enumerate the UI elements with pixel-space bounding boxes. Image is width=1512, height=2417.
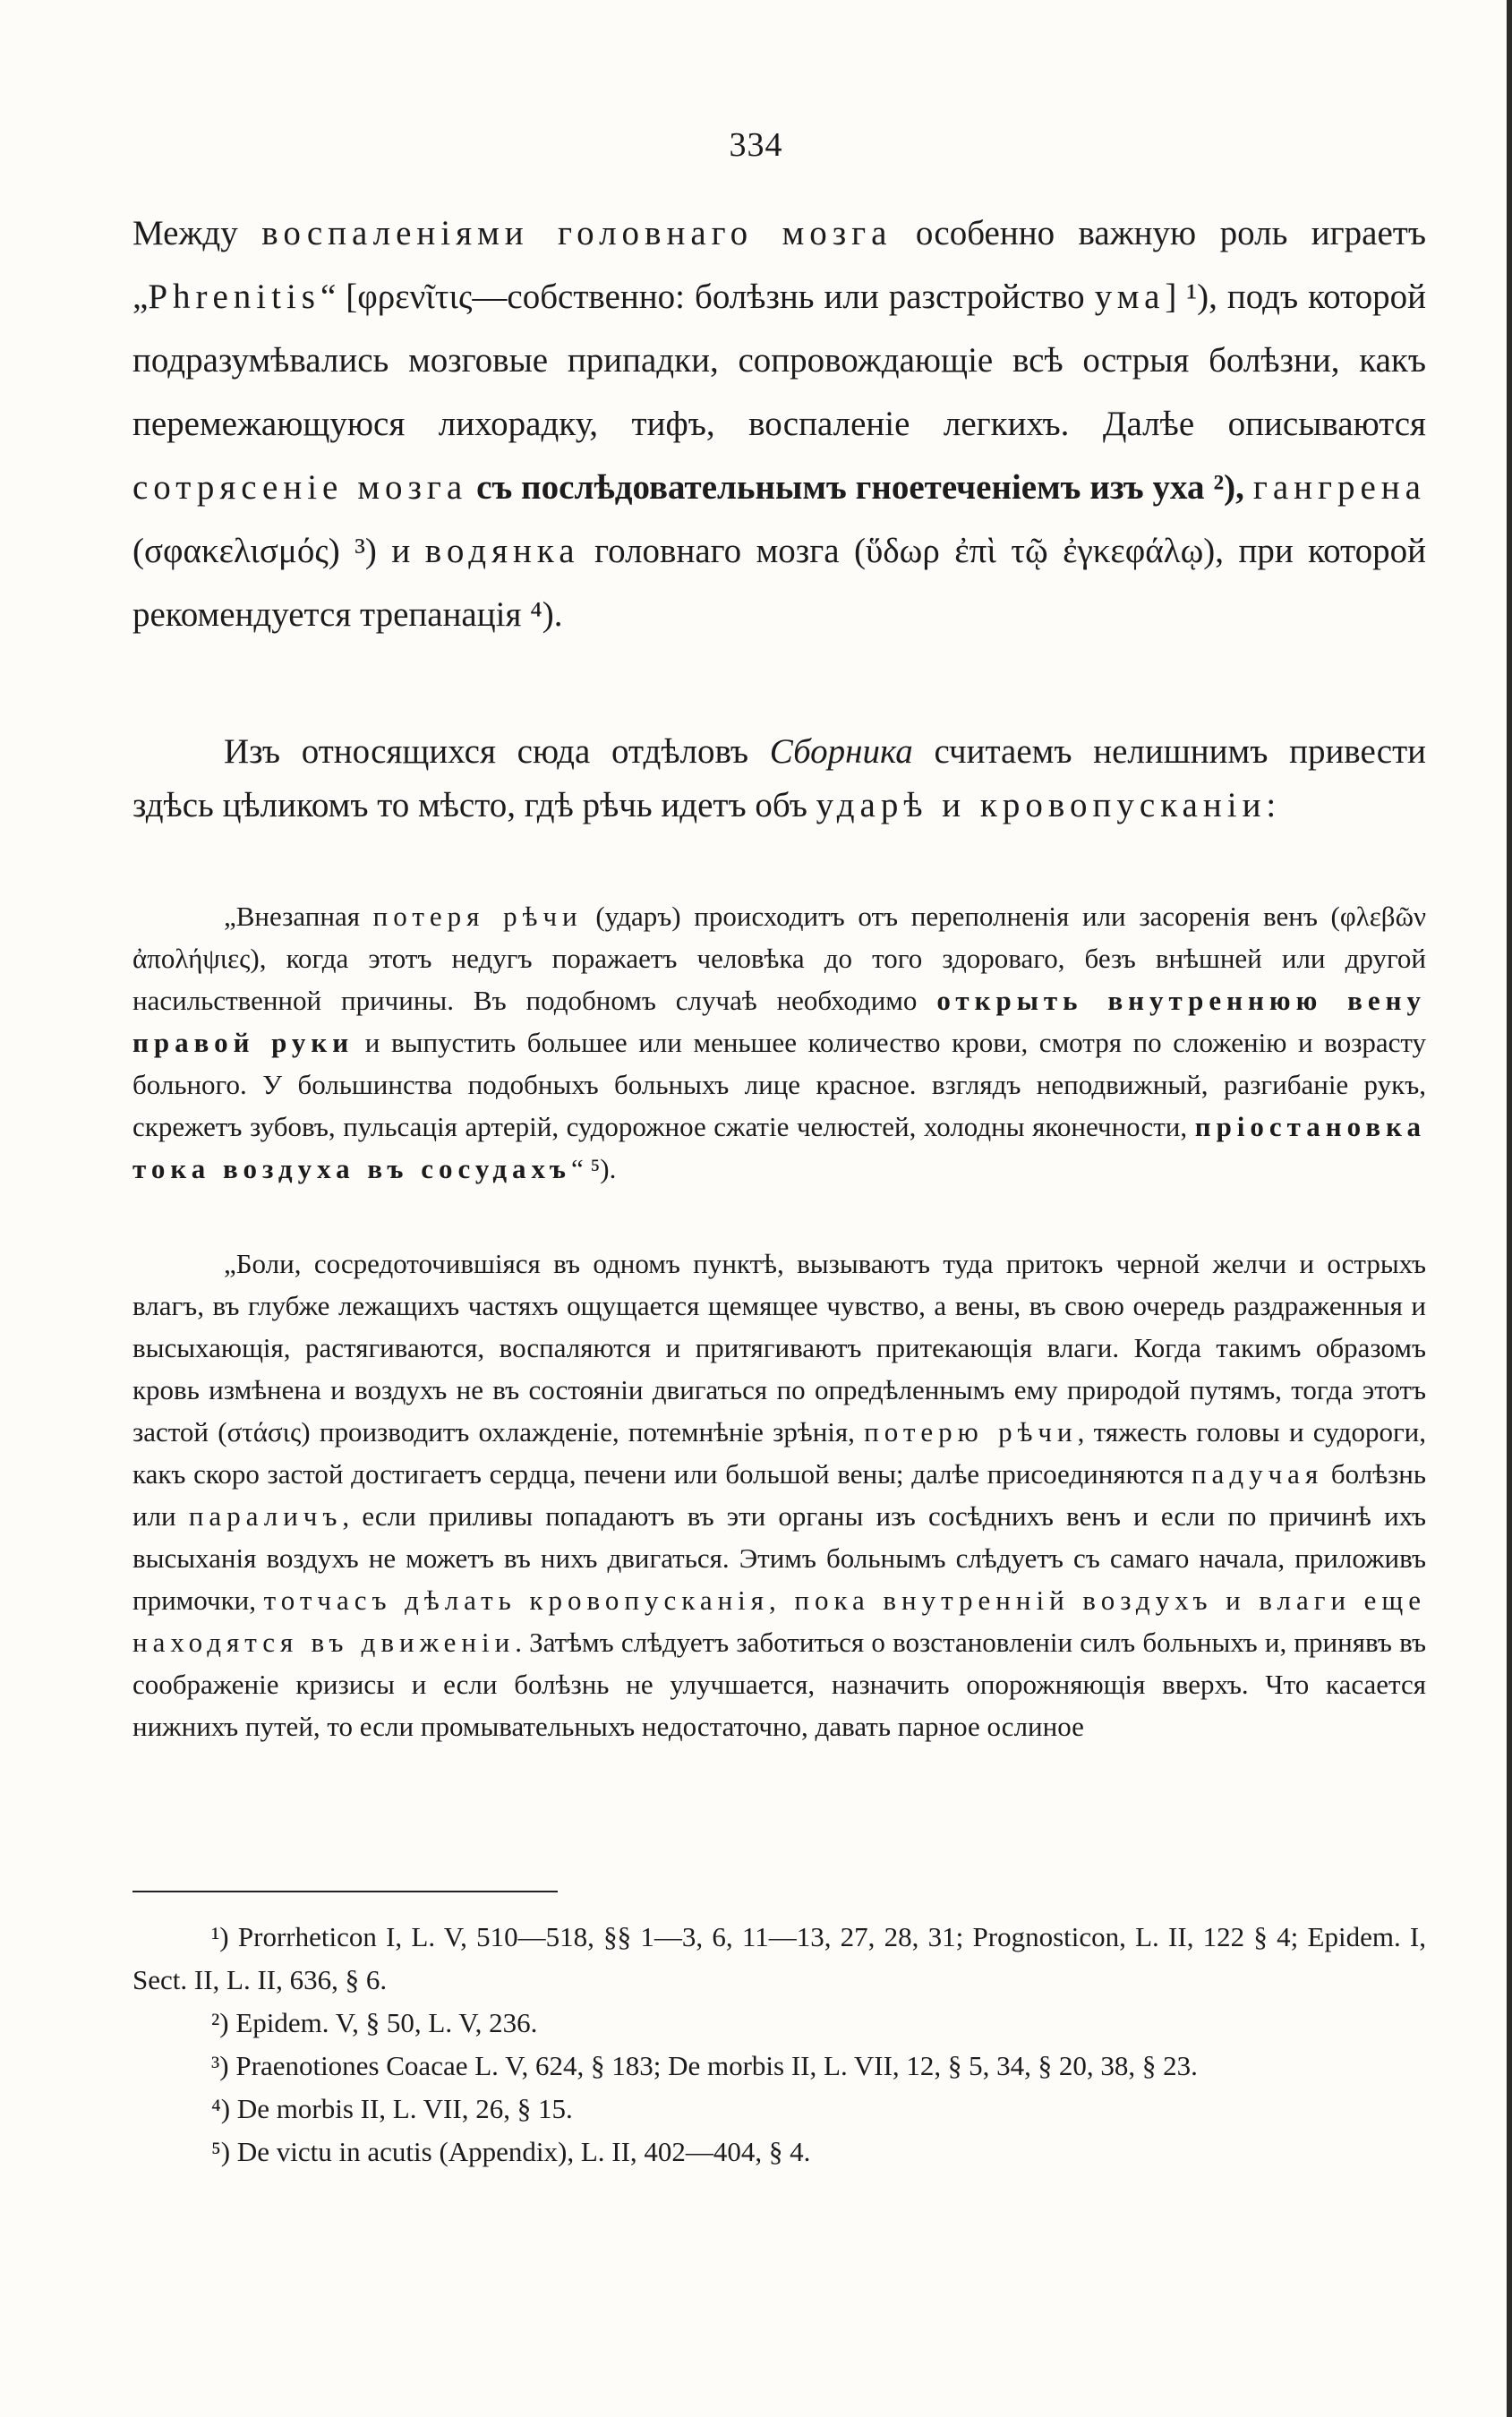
spaced-term: ума	[1094, 278, 1166, 316]
quote-pains	[132, 1243, 1426, 1747]
text-run: считаемъ нелишнимъ привести здѣсь цѣликомъ то мѣсто, гдѣ рѣчь идетъ объ	[132, 732, 1427, 824]
spaced-term: потерю рѣчи	[864, 1416, 1078, 1448]
footnote-marker: ¹)	[211, 1921, 229, 1952]
footnote-divider	[132, 1891, 558, 1892]
footnote-marker: ²)	[211, 2007, 229, 2038]
text-run: особенно важную роль играетъ „	[132, 214, 1426, 316]
text-run: “ [φρενῖτις—собственно: болѣзнь или разстройство	[320, 278, 1085, 316]
text-run: Между	[132, 214, 238, 252]
text-run: (σφακελισμός) ³) и	[132, 532, 411, 570]
spaced-term: параличъ	[188, 1500, 343, 1532]
text-run: ] ¹), подъ которой подразумѣвались мозговые припадки, сопровождающіе всѣ острыя болѣзни, какъ перемежающуюся лихорадку, тифъ, воспаленіе легкихъ. Далѣе описываются	[132, 278, 1427, 443]
text-run: съ послѣдовательнымъ гноетеченіемъ изъ уха ²),	[476, 468, 1244, 507]
footnote-2	[132, 2002, 1426, 2045]
spaced-term: гангрена	[1252, 468, 1426, 507]
text-run: (ударъ) происходитъ отъ переполненія или засоренія венъ (φλεβῶν ἀπολήψιες), когда этотъ недугъ поражаетъ человѣка до того здороваго, безъ внѣшней или другой насильственной причины. Въ подобномъ случаѣ необходимо	[132, 901, 1426, 1016]
footnote-4	[132, 2088, 1426, 2131]
text-run: , если приливы попадаютъ въ эти органы изъ сосѣднихъ венъ и если по причинѣ ихъ высыханія воздухъ не можетъ въ нихъ двигаться. Этимъ больнымъ слѣдуетъ съ самаго начала, приложивъ примочки,	[132, 1500, 1427, 1616]
text-run: „Боли, сосредоточившіяся въ одномъ пунктѣ, вызываютъ туда притокъ черной желчи и острыхъ влагъ, въ глубже лежащихъ частяхъ ощущается щемящее чувство, а вены, въ свою очередь раздраженныя и высыхающія, растягиваются, воспаляются и притягиваютъ притекающія влаги. Когда такимъ образомъ кровь измѣнена и воздухъ не въ состояніи двигаться по опредѣленнымъ ему природой путямъ, тогда этотъ застой (στάσις) производитъ охлажденіе, потемнѣніе зрѣнія,	[132, 1248, 1426, 1448]
text-run: “ ⁵).	[570, 1153, 617, 1184]
text-run: „Внезапная	[224, 901, 360, 932]
spaced-term: ударѣ и кровопусканіи:	[816, 786, 1282, 824]
footnote-text: Praenotiones Coacae L. V, 624, § 183; De morbis II, L. VII, 12, § 5, 34, § 20, 38, § 23.	[235, 2050, 1198, 2081]
text-run: . Затѣмъ слѣдуетъ заботиться о возстановленіи силъ больныхъ и, принявъ въ соображеніе кризисы и если болѣзнь не улучшается, назначить опорожняющія вверхъ. Что касается нижнихъ путей, то если промывательныхъ недостаточно, давать парное ослиное	[132, 1627, 1426, 1742]
spaced-term: пріостановка тока воздуха въ сосудахъ	[132, 1111, 1427, 1184]
footnote-text: De morbis II, L. VII, 26, § 15.	[236, 2093, 573, 2124]
paragraph-intro	[132, 201, 1426, 646]
footnote-text: Epidem. V, § 50, L. V, 236.	[235, 2007, 538, 2038]
footnotes	[132, 1916, 1426, 2174]
spaced-term: падучая	[1191, 1458, 1324, 1490]
text-run: головнаго мозга (ὕδωρ ἐπὶ τῷ ἐγκεφάλῳ), при которой рекомендуется трепанація ⁴).	[132, 532, 1427, 634]
paragraph-collection-intro	[132, 725, 1426, 833]
text-run: , тяжесть головы и судороги, какъ скоро застой достигаетъ сердца, печени или большой вены; далѣе присоединяются	[132, 1416, 1427, 1490]
text-run: и выпустить большее или меньшее количество крови, смотря по сложенію и возрасту больного. У большинства подобныхъ больныхъ лице красное. взглядъ неподвижный, разгибаніе рукъ, скрежетъ зубовъ, пульсація артерій, судорожное сжатіе челюстей, холодны яконечности,	[132, 1027, 1426, 1142]
footnote-text: Prorrheticon I, L. V, 510—518, §§ 1—3, 6, 11—13, 27, 28, 31; Prognosticon, L. II, 122 § 4; Epidem. I, Sect. II, L. II, 636, § 6.	[132, 1921, 1427, 1995]
page-edge-shadow	[1507, 0, 1512, 2417]
footnote-marker: ⁵)	[211, 2136, 231, 2167]
footnote-1	[132, 1916, 1426, 2002]
spaced-term: открыть внутреннюю вену правой руки	[132, 985, 1427, 1058]
spaced-term: сотрясеніе мозга	[132, 468, 468, 507]
text-run: болѣзнь или	[132, 1458, 1427, 1532]
footnote-marker: ⁴)	[211, 2093, 231, 2124]
text-run: Изъ относящихся сюда отдѣловъ	[224, 732, 749, 771]
footnote-text: De victu in acutis (Appendix), L. II, 402—404, § 4.	[236, 2136, 811, 2167]
spaced-term: водянка	[424, 532, 580, 570]
spaced-term: тотчасъ дѣлать кровопусканія, пока внутренній воздухъ и влаги еще находятся въ движеніи	[132, 1584, 1427, 1658]
spaced-term: воспаленіями головнаго мозга	[261, 214, 893, 252]
italic-term: Сборника	[769, 732, 913, 771]
page-number: 334	[729, 126, 783, 164]
footnote-5	[132, 2131, 1426, 2174]
term-phrenitis: Phrenitis	[148, 278, 320, 316]
footnote-3	[132, 2045, 1426, 2088]
footnote-marker: ³)	[211, 2050, 229, 2081]
quote-stroke	[132, 895, 1426, 1190]
spaced-term: потеря рѣчи	[372, 901, 583, 932]
